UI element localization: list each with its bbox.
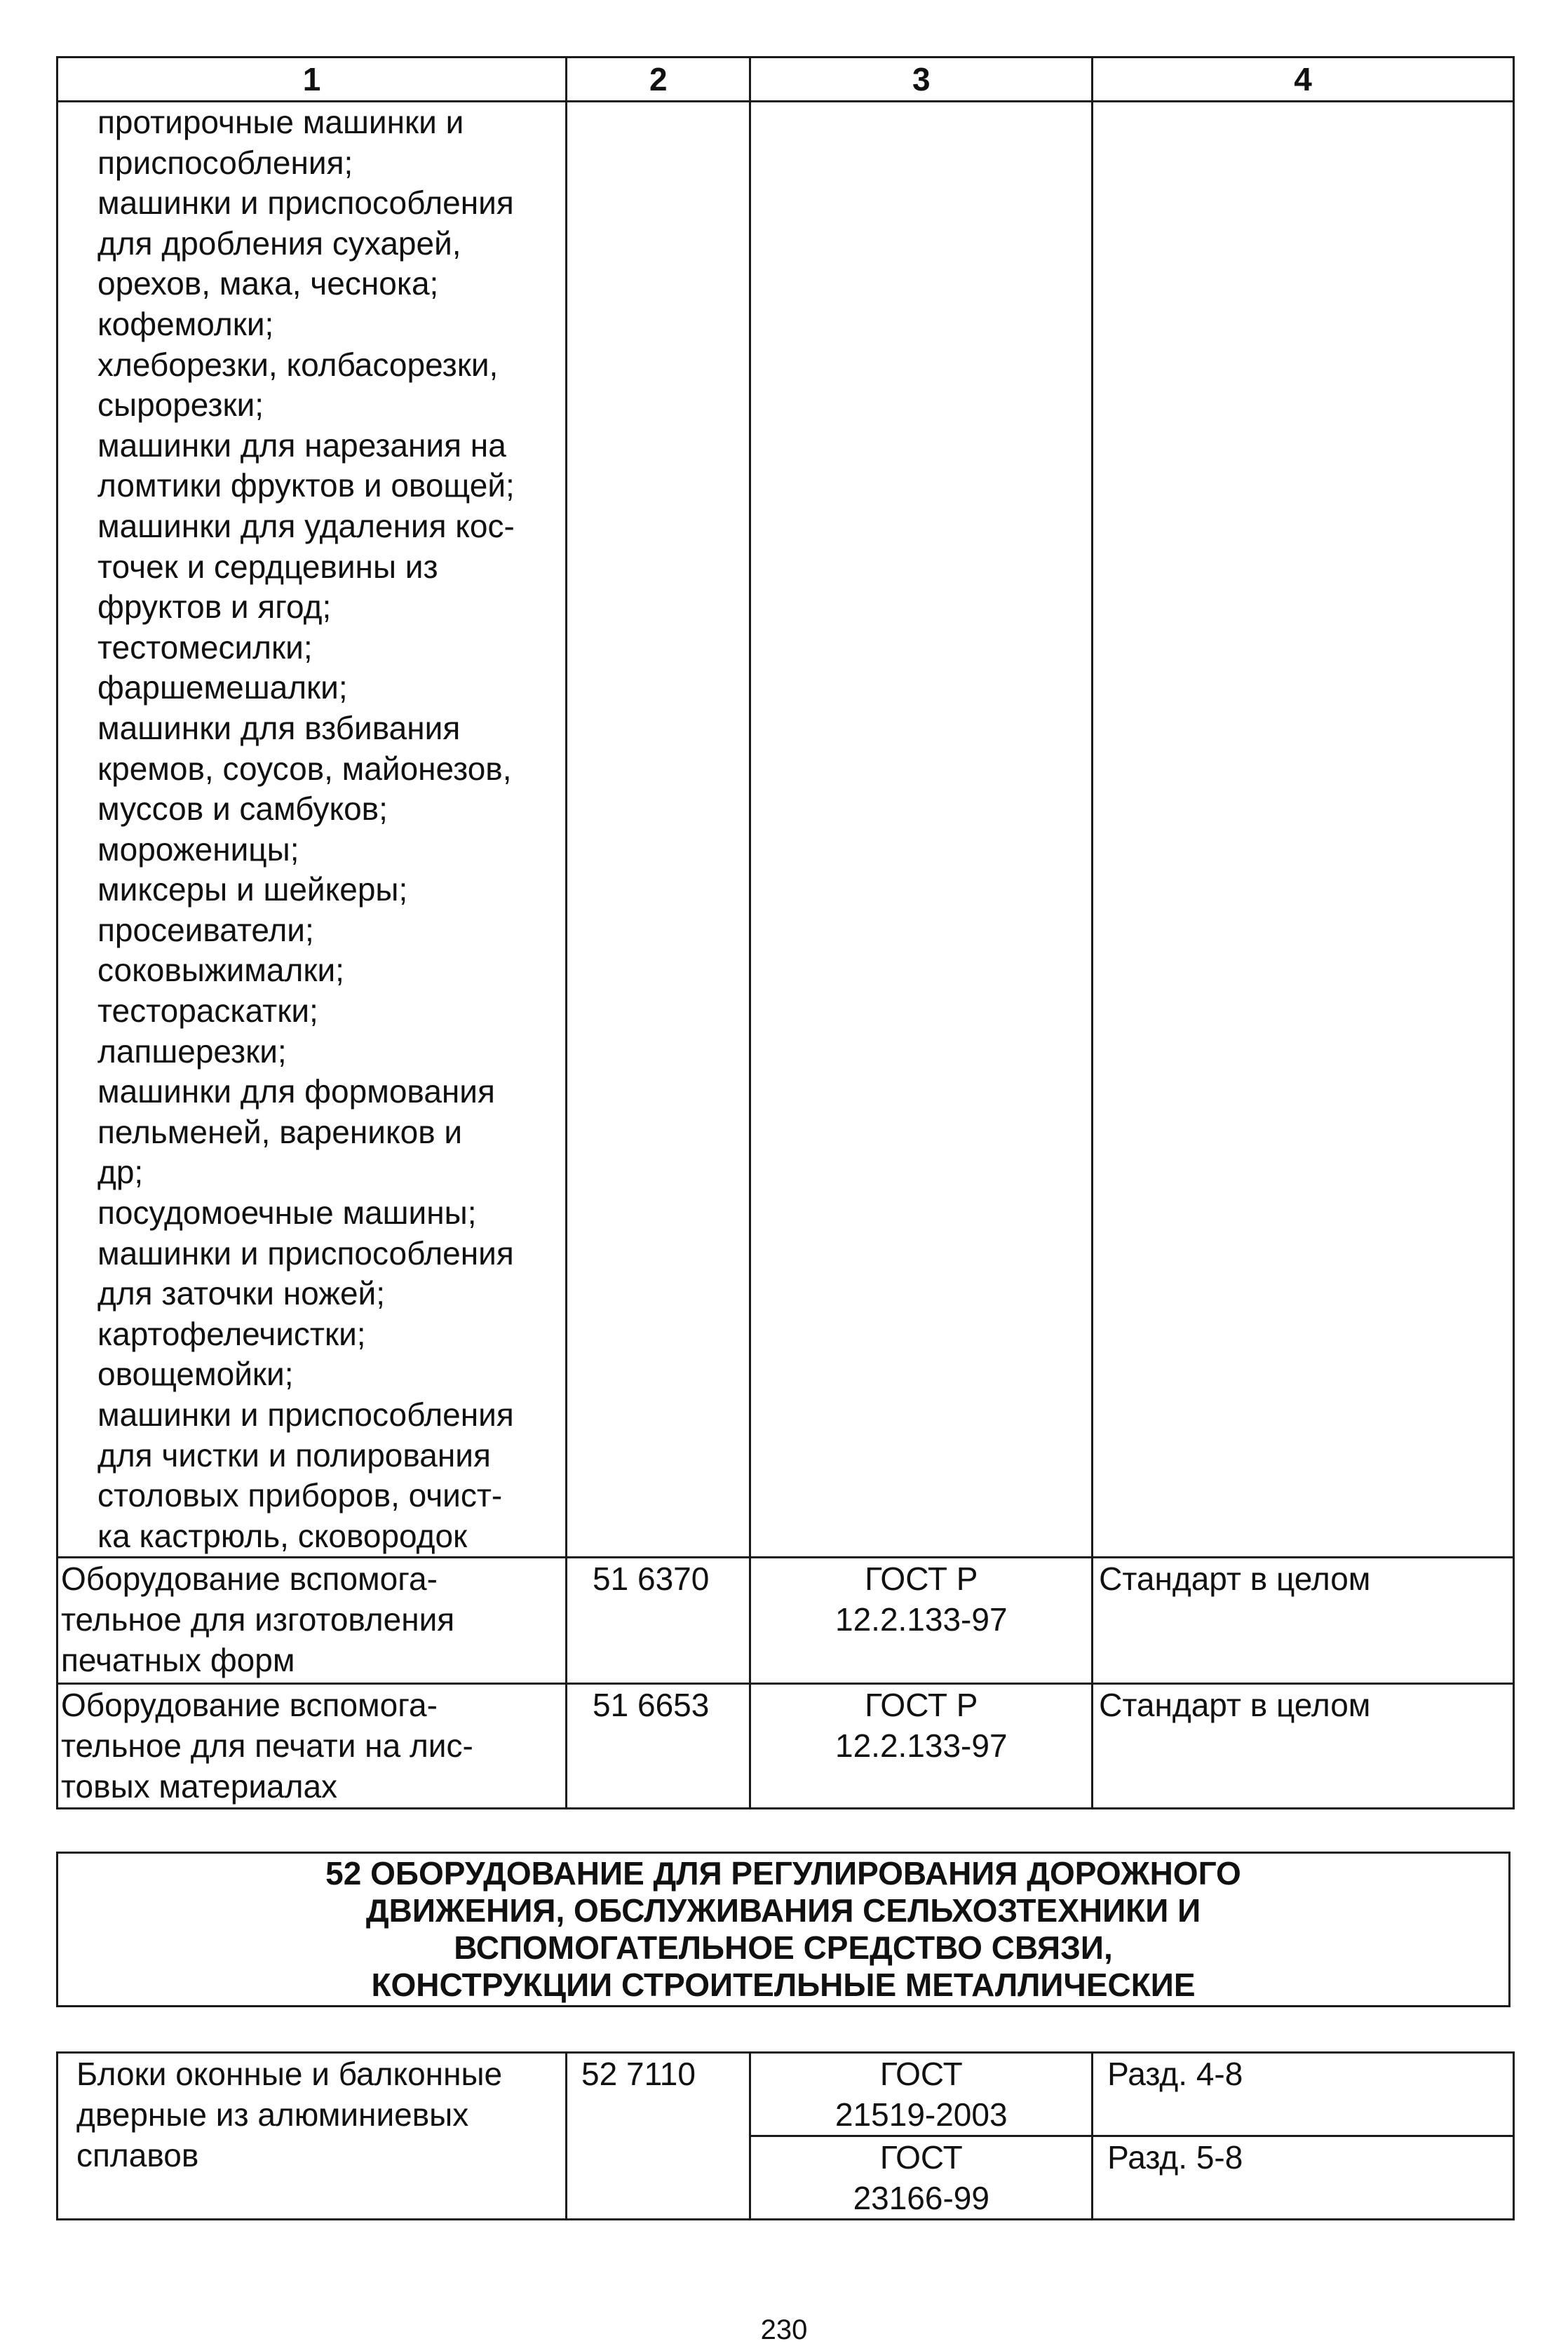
list-item: для чистки и полирования (97, 1436, 491, 1474)
list-item: столовых приборов, очист- (97, 1477, 503, 1514)
standard-line: ГОСТ (879, 2139, 963, 2176)
note-cell: Разд. 4-8 (1093, 2053, 1514, 2136)
name-line: сплавов (76, 2137, 199, 2173)
col-header-3: 3 (750, 58, 1093, 102)
equipment-name-cell (58, 1684, 567, 1809)
section-title-line: ДВИЖЕНИЯ, ОБСЛУЖИВАНИЯ СЕЛЬХОЗТЕХНИКИ И (365, 1892, 1201, 1929)
empty-cell (750, 102, 1093, 1558)
page-number: 230 (760, 2314, 808, 2345)
name-line: печатных форм (61, 1642, 295, 1679)
list-item: машинки для взбивания (97, 709, 461, 746)
name-line: Оборудование вспомога- (61, 1687, 438, 1724)
name-line: Блоки оконные и балконные (76, 2056, 503, 2092)
standard-cell (750, 1684, 1093, 1809)
list-item: картофелечистки; (97, 1315, 366, 1352)
note-cell: Разд. 5-8 (1093, 2136, 1514, 2220)
standards-table (56, 56, 1515, 1809)
list-item: кремов, соусов, майонезов, (97, 750, 512, 787)
section-title-line: КОНСТРУКЦИИ СТРОИТЕЛЬНЫЕ МЕТАЛЛИЧЕСКИЕ (371, 1967, 1196, 2003)
list-item: овощемойки; (97, 1356, 294, 1393)
section-title-line: 52 ОБОРУДОВАНИЕ ДЛЯ РЕГУЛИРОВАНИЯ ДОРОЖНОГО (325, 1855, 1241, 1892)
name-line: Оборудование вспомога- (61, 1560, 438, 1598)
okp-code-cell: 51 6653 (567, 1684, 750, 1809)
list-item: для дробления сухарей, (97, 224, 461, 262)
list-item: сырорезки; (97, 386, 264, 424)
list-item: пельменей, вареников и (97, 1113, 463, 1150)
header-row (58, 58, 1514, 102)
standard-line: ГОСТ Р (865, 1560, 978, 1598)
standard-line: 12.2.133-97 (835, 1727, 1008, 1765)
empty-cell (567, 102, 750, 1558)
okp-code-cell: 52 7110 (567, 2053, 750, 2220)
col-header-2: 2 (567, 58, 750, 102)
standard-line: ГОСТ (879, 2056, 963, 2092)
name-line: тельное для печати на лис- (61, 1727, 473, 1765)
list-item: для заточки ножей; (97, 1275, 386, 1312)
equipment-name-cell (58, 2053, 567, 2220)
standard-line: 12.2.133-97 (835, 1601, 1008, 1638)
list-item: тестораскатки; (97, 992, 318, 1030)
col-header-4: 4 (1093, 58, 1514, 102)
list-item: муссов и самбуков; (97, 790, 388, 828)
list-item: точек и сердцевины из (97, 548, 438, 585)
standard-cell (750, 1558, 1093, 1684)
list-item: посудомоечные машины; (97, 1194, 477, 1232)
equipment-name-cell (58, 1558, 567, 1684)
list-item: хлеборезки, колбасорезки, (97, 346, 499, 383)
list-item: машинки и приспособления (97, 1234, 514, 1272)
list-item: машинки и приспособления (97, 184, 514, 222)
name-line: товых материалах (61, 1768, 338, 1805)
list-item: машинки для формования (97, 1073, 495, 1110)
col-header-1: 1 (58, 58, 567, 102)
okp-code-cell: 51 6370 (567, 1558, 750, 1684)
list-item: фруктов и ягод; (97, 588, 332, 626)
list-item: соковыжималки; (97, 952, 344, 989)
section-heading-box (56, 1852, 1510, 2007)
name-line: дверные из алюминиевых (76, 2096, 469, 2133)
list-item: приспособления; (97, 144, 353, 181)
section-52-table (56, 2051, 1515, 2220)
standard-line: 23166-99 (853, 2180, 989, 2216)
list-item: ка кастрюль, сковородок (97, 1517, 468, 1554)
table-row (58, 2053, 1514, 2136)
table-row (58, 1558, 1514, 1684)
list-item: тестомесилки; (97, 628, 313, 666)
standard-line: 21519-2003 (834, 2096, 1008, 2133)
standard-cell (750, 2136, 1093, 2220)
list-item: машинки для нарезания на (97, 426, 506, 464)
list-item: лапшерезки; (97, 1032, 287, 1070)
note-cell: Стандарт в целом (1093, 1558, 1514, 1684)
list-item: фаршемешалки; (97, 669, 348, 706)
table-row (58, 1684, 1514, 1809)
note-cell: Стандарт в целом (1093, 1684, 1514, 1809)
name-line: тельное для изготовления (61, 1601, 455, 1638)
list-item: др; (97, 1154, 144, 1191)
standard-line: ГОСТ Р (865, 1687, 978, 1724)
list-item: просеиватели; (97, 911, 314, 948)
list-item: машинки и приспособления (97, 1396, 514, 1433)
section-title-line: ВСПОМОГАТЕЛЬНОЕ СРЕДСТВО СВЯЗИ, (454, 1929, 1113, 1966)
standard-cell (750, 2053, 1093, 2136)
list-item: ломтики фруктов и овощей; (97, 467, 515, 504)
list-item: кофемолки; (97, 305, 274, 342)
list-item: протирочные машинки и (97, 104, 464, 140)
list-item: мороженицы; (97, 830, 299, 868)
list-item: орехов, мака, чеснока; (97, 265, 439, 302)
list-item: машинки для удаления кос- (97, 507, 515, 544)
empty-cell (1093, 102, 1514, 1558)
equipment-list-cell (58, 102, 567, 1558)
list-item: миксеры и шейкеры; (97, 871, 408, 908)
table-row (58, 102, 1514, 1558)
